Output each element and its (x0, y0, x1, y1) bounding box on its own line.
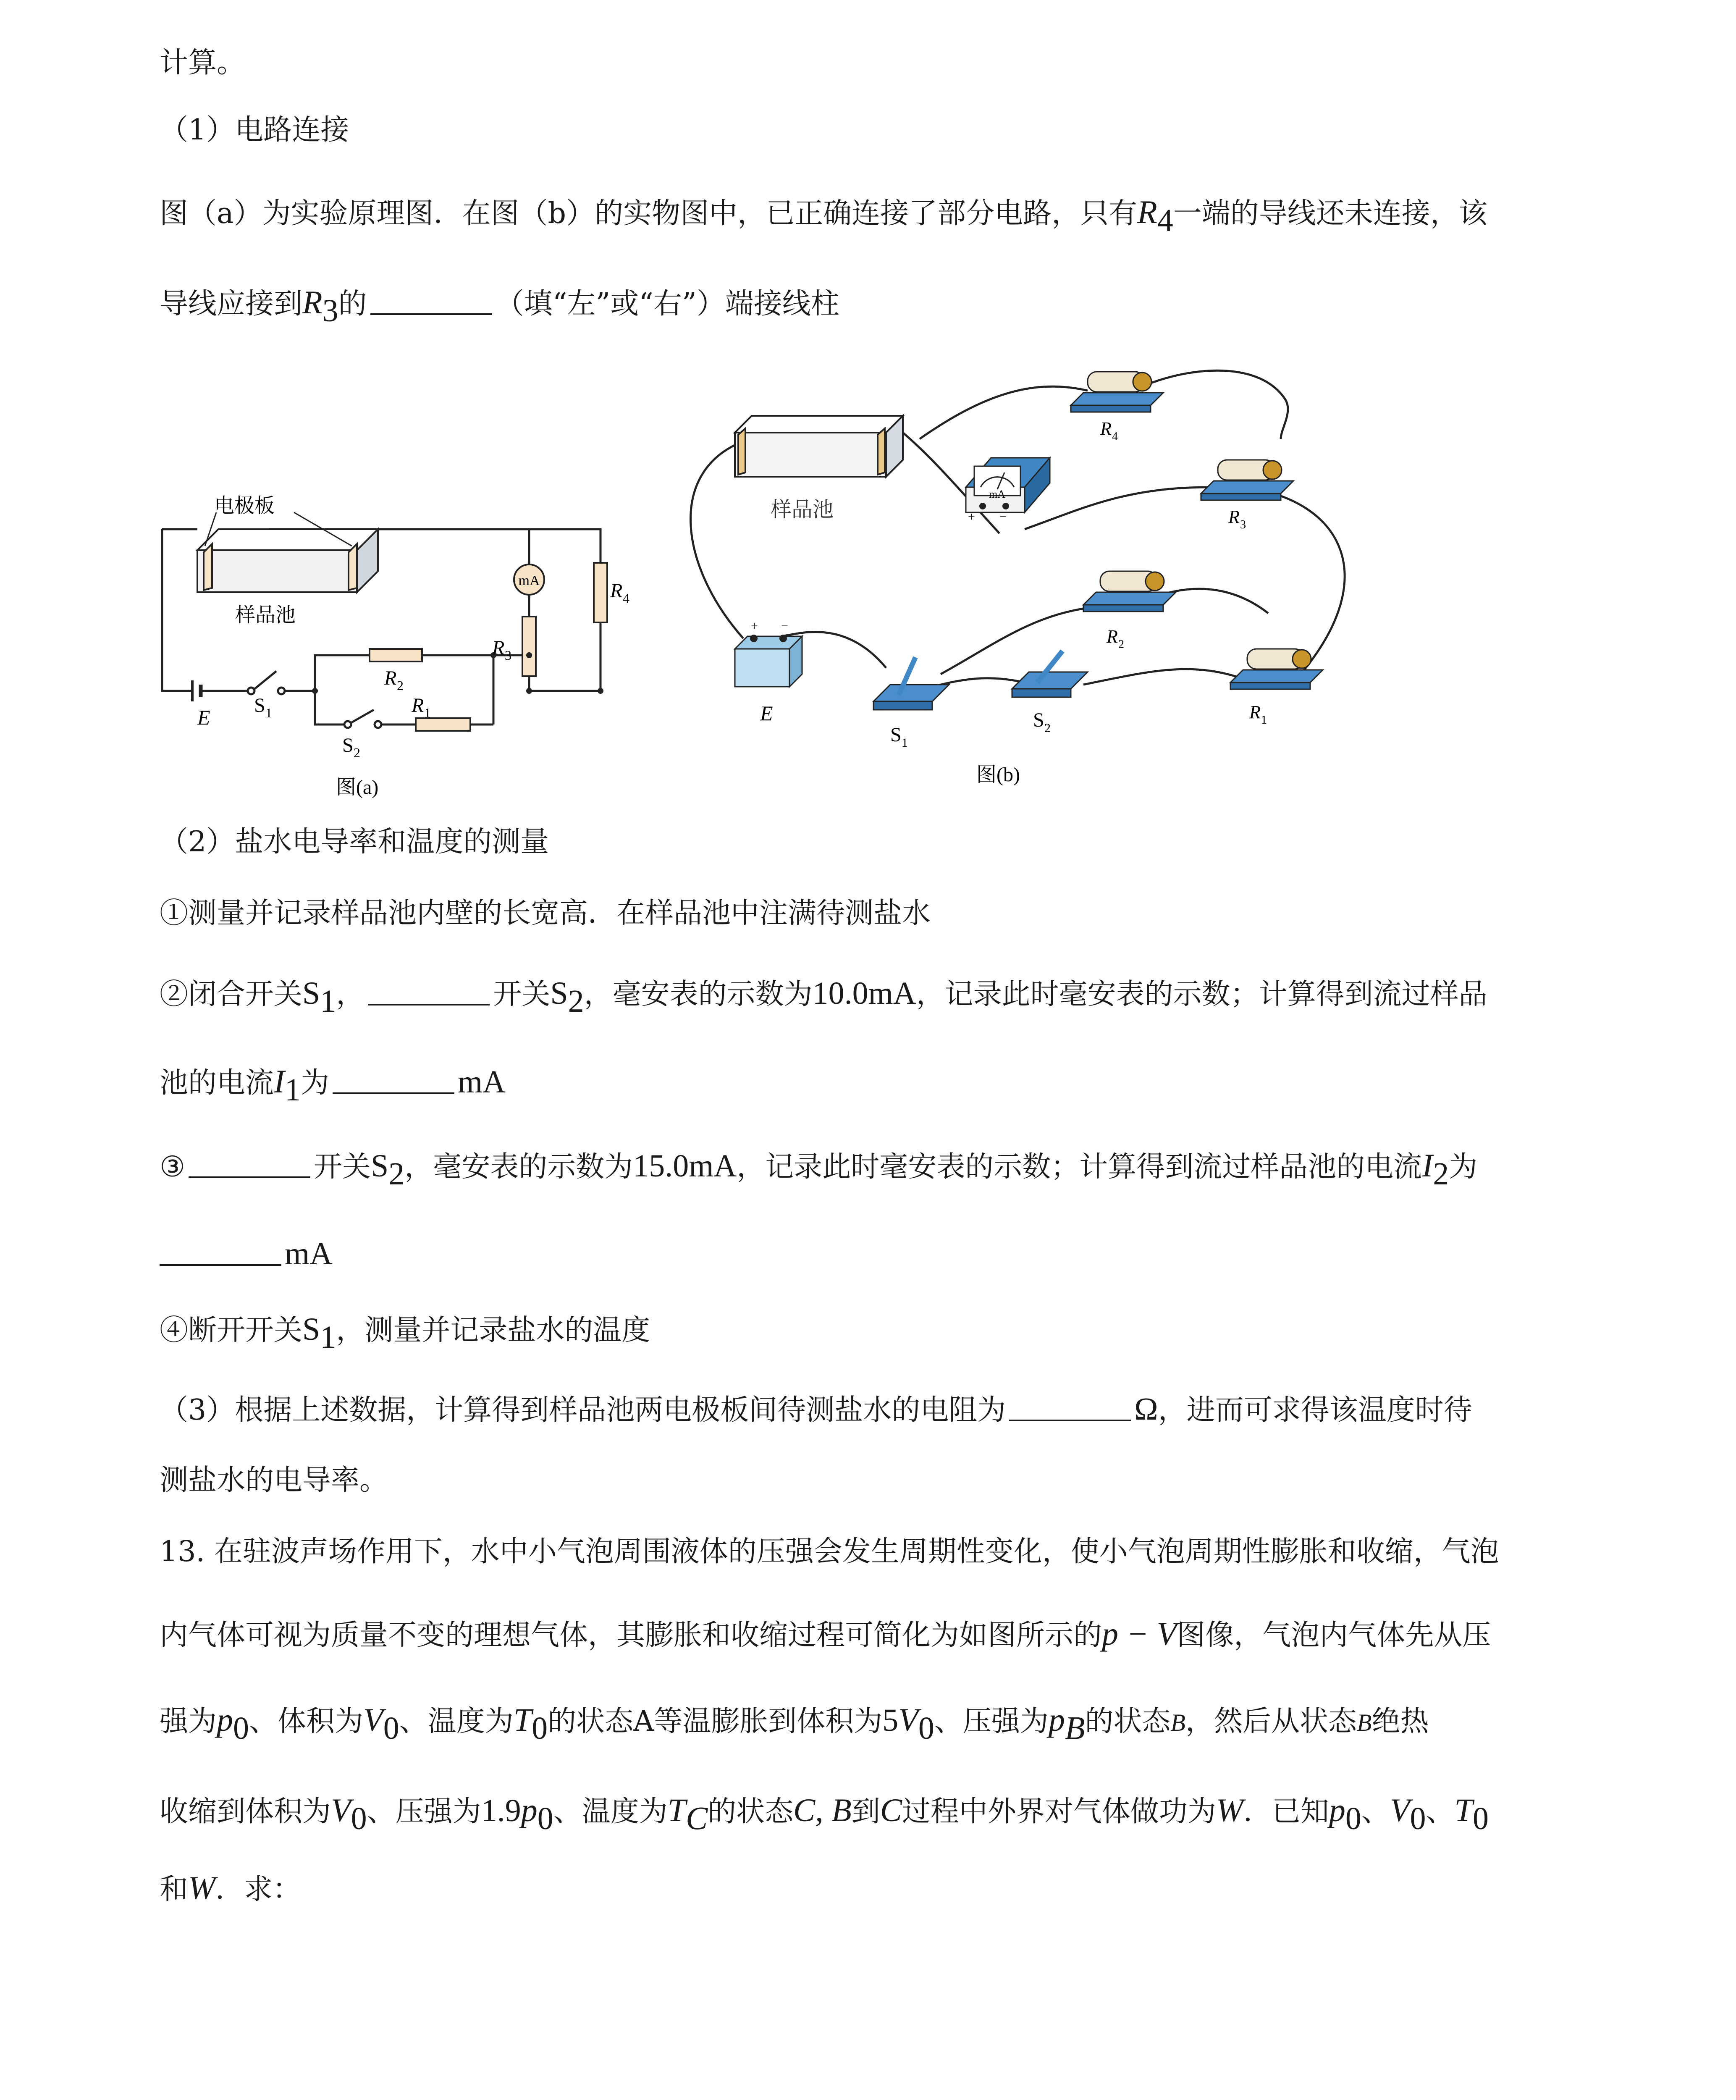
svg-text:1: 1 (424, 705, 431, 720)
svg-text:S: S (890, 724, 902, 746)
subsection-3-cont: 测盐水的电导率。 (160, 1464, 388, 1497)
answer-blank-3[interactable] (333, 1066, 454, 1094)
svg-text:E: E (197, 706, 210, 729)
step-3-cont: mA (160, 1235, 333, 1274)
answer-blank-4[interactable] (189, 1150, 310, 1178)
svg-text:样品池: 样品池 (235, 604, 296, 626)
svg-text:R: R (1228, 507, 1240, 527)
svg-text:4: 4 (623, 591, 629, 606)
svg-text:1: 1 (1261, 714, 1267, 727)
svg-text:2: 2 (1118, 638, 1124, 651)
text-line-1: 计算。 (160, 46, 246, 79)
text-line-3: 图（a）为实验原理图．在图（b）的实物图中，已正确连接了部分电路，只有$R_4$一端的导线还未连接，该 (160, 194, 1487, 238)
question-13-line-2: 内气体可视为质量不变的理想气体，其膨胀和收缩过程可简化为如图所示的p − V图像，气泡内气体先从压 (160, 1615, 1491, 1652)
svg-text:R: R (1249, 702, 1261, 722)
svg-text:2: 2 (354, 745, 360, 760)
subsection-1-title: （1）电路连接 (160, 113, 349, 147)
svg-text:图(a): 图(a) (336, 776, 379, 798)
svg-text:R: R (1107, 626, 1118, 647)
text-line-4: 导线应接到$R_3$的 （填“左”或“右”）端接线柱 (160, 284, 839, 328)
svg-text:−: − (999, 510, 1007, 524)
svg-text:1: 1 (902, 736, 908, 750)
question-13-line-4: 收缩到体积为$V_0$、压强为$1.9p_0$、温度为$T_C$的状态C, B到C过程中外界对气体做功为W．已知$p_0$、$V_0$、$T_0$ (160, 1792, 1489, 1837)
svg-text:E: E (760, 701, 773, 725)
svg-text:R: R (384, 667, 397, 689)
circuit-diagram-b (663, 349, 1403, 819)
svg-text:2: 2 (1044, 721, 1051, 735)
question-13-line-5: 和W．求： (160, 1869, 302, 1906)
step-4: ④断开开关$S_1$，测量并记录盐水的温度 (160, 1312, 650, 1355)
svg-text:R: R (492, 637, 505, 659)
svg-text:S: S (1033, 709, 1044, 731)
svg-text:mA: mA (989, 488, 1005, 500)
svg-text:R: R (412, 694, 424, 717)
svg-text:电极板: 电极板 (214, 495, 275, 517)
answer-blank-5[interactable] (160, 1238, 281, 1266)
answer-blank-2[interactable] (368, 978, 490, 1005)
svg-text:3: 3 (505, 648, 511, 663)
svg-text:2: 2 (397, 678, 404, 693)
svg-text:S: S (342, 734, 354, 756)
svg-text:样品池: 样品池 (771, 498, 834, 521)
svg-text:3: 3 (1240, 518, 1246, 531)
svg-text:S: S (254, 694, 265, 717)
svg-text:R: R (610, 580, 623, 602)
step-1: ①测量并记录样品池内壁的长宽高．在样品池中注满待测盐水 (160, 897, 931, 930)
question-13-line-1: 13. 在驻波声场作用下，水中小气泡周围液体的压强会发生周期性变化，使小气泡周期性膨胀和收缩，气泡 (160, 1535, 1499, 1568)
answer-blank-6[interactable] (1009, 1394, 1131, 1421)
svg-text:−: − (781, 619, 788, 633)
subsection-2-title: （2）盐水电导率和温度的测量 (160, 825, 549, 858)
step-3: ③ 开关$S_2$，毫安表的示数为15.0mA，记录此时毫安表的示数；计算得到流过样品池的电流$I_2$为 (160, 1147, 1478, 1192)
question-13-line-3: 强为$p_0$、体积为$V_0$、温度为$T_0$的状态A等温膨胀到体积为$5V_0$、压强为$p_B$的状态B，然后从状态B绝热 (160, 1701, 1429, 1746)
circuit-diagram-a (151, 483, 651, 802)
svg-text:+: + (751, 619, 758, 633)
answer-blank-1[interactable] (370, 287, 492, 315)
svg-text:mA: mA (518, 573, 540, 588)
subsection-3: （3）根据上述数据，计算得到样品池两电极板间待测盐水的电阻为 Ω，进而可求得该温度时待 (160, 1391, 1472, 1427)
svg-text:R: R (1100, 418, 1112, 439)
svg-text:4: 4 (1112, 430, 1118, 443)
svg-text:1: 1 (265, 705, 272, 720)
step-2-cont: 池的电流$I_1$为 mA (160, 1063, 506, 1108)
step-2: ②闭合开关$S_1$， 开关$S_2$，毫安表的示数为10.0mA，记录此时毫安表的示数；计算得到流过样品 (160, 976, 1487, 1019)
svg-text:图(b): 图(b) (976, 764, 1020, 786)
svg-text:+: + (968, 510, 975, 524)
